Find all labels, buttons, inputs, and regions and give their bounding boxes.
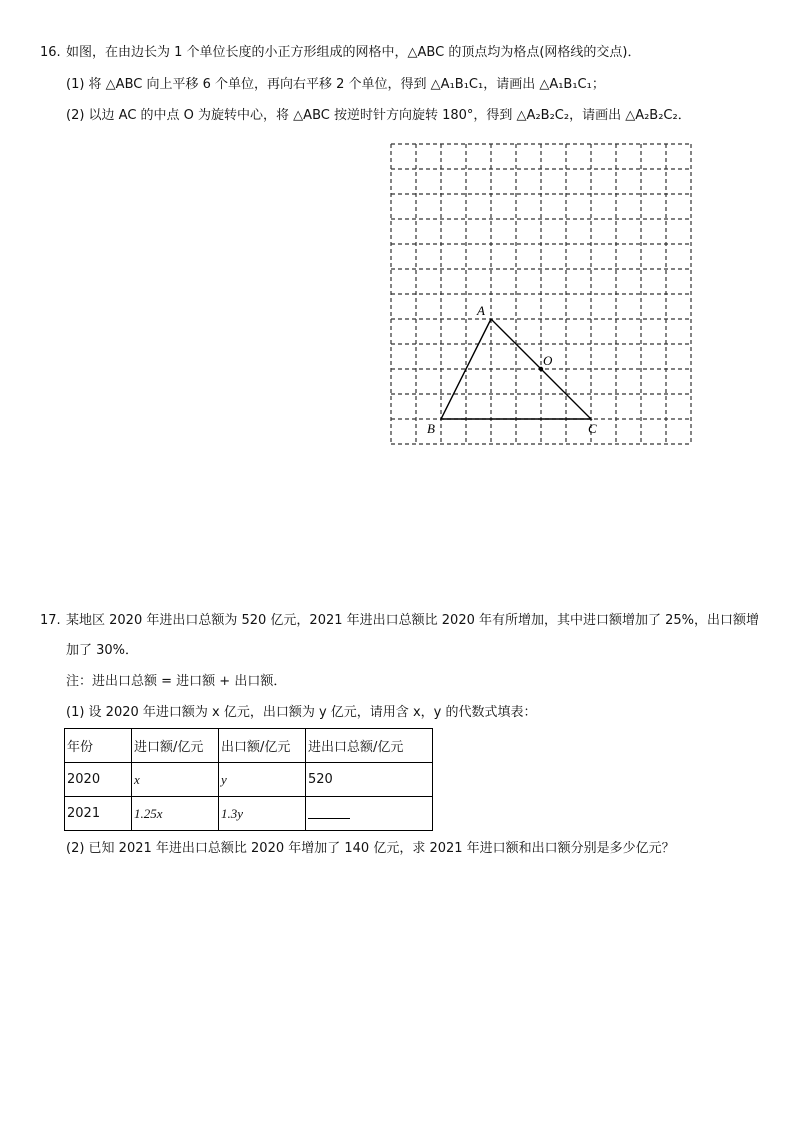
- header-export: 出口额/亿元: [219, 729, 306, 763]
- cell-year-2021: 2021: [65, 797, 132, 831]
- q17-table: [64, 728, 433, 831]
- q17-part1: (1) 设 2020 年进口额为 x 亿元，出口额为 y 亿元，请用含 x，y 的代数式填表：: [66, 705, 537, 720]
- q17-number: 17.: [40, 613, 61, 628]
- table-row: [65, 763, 433, 797]
- q16-number: 16.: [40, 45, 61, 60]
- point-label-b: B: [427, 421, 435, 436]
- table-row: [65, 797, 433, 831]
- q17-note: 注：进出口总额 = 进口额 + 出口额．: [66, 674, 287, 689]
- q16-part2: (2) 以边 AC 的中点 O 为旋转中心，将 △ABC 按逆时针方向旋转 180°，得到 △A₂B₂C₂，请画出 △A₂B₂C₂．: [66, 108, 691, 123]
- q16-stem: 如图，在由边长为 1 个单位长度的小正方形组成的网格中，△ABC 的顶点均为格点(网格线的交点)．: [66, 45, 641, 60]
- cell-year-2020: 2020: [65, 763, 132, 797]
- q16-part1: (1) 将 △ABC 向上平移 6 个单位，再向右平移 2 个单位，得到 △A₁B₁C₁，请画出 △A₁B₁C₁；: [66, 77, 605, 92]
- header-total: 进出口总额/亿元: [306, 729, 433, 763]
- q17-stem-line2: 加了 30%．: [66, 643, 139, 658]
- q17-part2: (2) 已知 2021 年进出口总额比 2020 年增加了 140 亿元，求 2021 年进口额和出口额分别是多少亿元？: [66, 841, 675, 856]
- point-label-o: O: [543, 353, 553, 368]
- point-label-a: A: [477, 303, 485, 318]
- point-label-c: C: [588, 421, 597, 436]
- q17-stem-line1: 某地区 2020 年进出口总额为 520 亿元，2021 年进出口总额比 2020 年有所增加，其中进口额增加了 25%，出口额增: [66, 613, 760, 628]
- table-header-row: [65, 729, 433, 763]
- grid-figure: [385, 138, 697, 450]
- answer-blank[interactable]: [308, 804, 350, 819]
- header-import: 进口额/亿元: [132, 729, 219, 763]
- header-year: 年份: [65, 729, 132, 763]
- cell-import-2021: 1.25x: [132, 797, 219, 831]
- cell-total-2020: 520: [306, 763, 433, 797]
- cell-export-2021: 1.3y: [219, 797, 306, 831]
- cell-export-2020: y: [219, 763, 306, 797]
- cell-total-2021-blank[interactable]: [306, 797, 433, 831]
- cell-import-2020: x: [132, 763, 219, 797]
